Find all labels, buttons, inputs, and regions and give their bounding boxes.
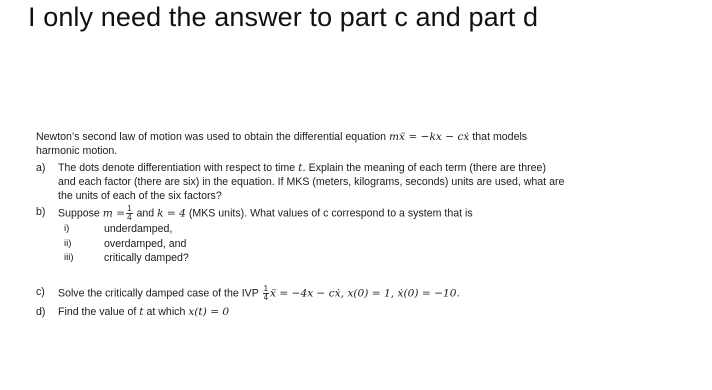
part-a-line-1 xyxy=(36,161,676,175)
part-a-text-suffix: Explain the meaning of each term (there are three) xyxy=(308,161,546,174)
mass-equation: m = xyxy=(102,207,126,220)
part-b-item-1 xyxy=(36,222,676,236)
spring-constant-equation: k = 4 xyxy=(157,207,186,220)
fraction-denominator: 4 xyxy=(127,213,132,223)
part-a-text: The dots denote differentiation with respect to time xyxy=(58,161,296,174)
intro-line-1 xyxy=(36,130,676,144)
part-c xyxy=(36,285,676,302)
part-a-line-2: and each factor (there are six) in the equation. If MKS (meters, kilograms, seconds) units are used, what are xyxy=(58,175,565,188)
part-b-item-3 xyxy=(36,251,676,265)
time-variable: t xyxy=(139,306,144,319)
part-a-line-3: the units of each of the six factors? xyxy=(58,190,222,203)
part-d-label: d) xyxy=(36,306,46,319)
item-label: iii) xyxy=(64,252,74,264)
part-d xyxy=(36,305,676,319)
part-b-and: and xyxy=(136,207,155,220)
time-variable: t. xyxy=(298,161,306,174)
part-c-label: c) xyxy=(36,286,45,299)
part-c-text: Solve the critically damped case of the IVP xyxy=(58,287,259,300)
problem-document xyxy=(36,130,676,320)
item-label: ii) xyxy=(64,237,72,249)
intro-text: Newton’s second law of motion was used to obtain the differential equation xyxy=(36,131,387,143)
item-text: overdamped, and xyxy=(104,237,187,250)
part-d-text-2: at which xyxy=(146,306,186,319)
fraction-numerator: 1 xyxy=(263,284,269,294)
part-b xyxy=(36,205,676,222)
item-text: critically damped? xyxy=(104,252,189,265)
item-text: underdamped, xyxy=(104,223,173,236)
item-label: i) xyxy=(64,223,70,235)
part-d-line xyxy=(36,305,676,319)
part-b-text-suffix: (MKS units). What values of c correspond to a system that is xyxy=(188,207,473,220)
mass-fraction xyxy=(126,205,132,222)
differential-equation: mẍ = −kx − cẋ xyxy=(388,131,470,143)
part-b-label: b) xyxy=(36,206,46,219)
part-a-label: a) xyxy=(36,161,46,174)
intro-text-suffix: that models xyxy=(472,131,528,143)
root-equation: x(t) = 0 xyxy=(188,306,230,319)
fraction-numerator: 1 xyxy=(127,204,132,214)
question-heading: I only need the answer to part c and part d xyxy=(28,2,539,32)
ivp-equation: ẍ = −4x − cẋ, x(0) = 1, ẋ(0) = −10. xyxy=(270,287,460,300)
part-a xyxy=(36,161,676,204)
ivp-fraction xyxy=(263,285,269,302)
part-b-item-2 xyxy=(36,237,676,251)
intro-line-2: harmonic motion. xyxy=(36,145,118,158)
part-d-text: Find the value of xyxy=(58,306,137,319)
part-b-text: Suppose xyxy=(58,207,100,220)
part-b-line xyxy=(36,205,676,222)
fraction-denominator: 4 xyxy=(263,293,269,303)
part-c-line xyxy=(36,285,676,302)
